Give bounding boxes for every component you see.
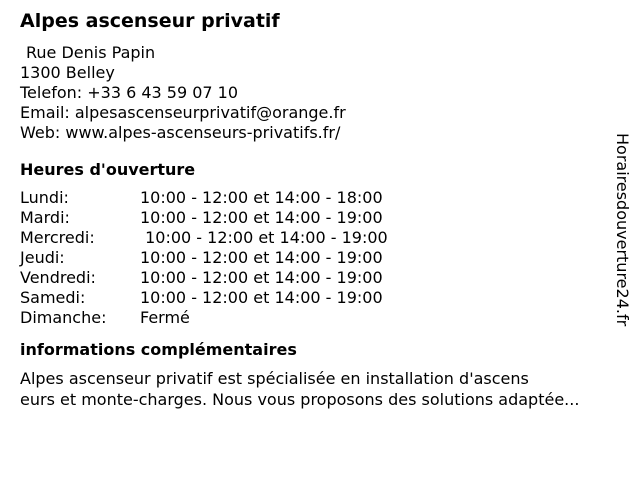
hours-time: Fermé	[140, 308, 190, 327]
info-line-2: eurs et monte-charges. Nous vous proposons des solutions adaptée...	[20, 390, 580, 409]
phone-line: Telefon: +33 6 43 59 07 10	[20, 83, 239, 102]
business-name: Alpes ascenseur privatif	[20, 10, 280, 32]
hours-heading: Heures d'ouverture	[20, 160, 196, 179]
hours-row	[20, 308, 388, 328]
hours-time: 10:00 - 12:00 et 14:00 - 19:00	[140, 248, 383, 267]
hours-time: 10:00 - 12:00 et 14:00 - 18:00	[140, 188, 383, 207]
hours-day: Mercredi:	[20, 228, 95, 247]
hours-day: Lundi:	[20, 188, 69, 207]
hours-day: Samedi:	[20, 288, 86, 307]
info-heading: informations complémentaires	[20, 340, 297, 359]
hours-row	[20, 228, 388, 248]
hours-row	[20, 188, 388, 208]
street-address: Rue Denis Papin	[26, 43, 156, 62]
hours-row	[20, 248, 388, 268]
hours-day: Mardi:	[20, 208, 70, 227]
email-line: Email: alpesascenseurprivatif@orange.fr	[20, 103, 346, 122]
hours-time: 10:00 - 12:00 et 14:00 - 19:00	[140, 228, 388, 247]
hours-time: 10:00 - 12:00 et 14:00 - 19:00	[140, 208, 383, 227]
hours-day: Vendredi:	[20, 268, 96, 287]
brand-watermark: Horairesdouverture24.fr	[613, 133, 632, 327]
hours-row	[20, 208, 388, 228]
opening-hours-table	[20, 188, 388, 328]
info-description	[20, 368, 640, 410]
info-line-1: Alpes ascenseur privatif est spécialisée en installation d'ascens	[20, 369, 529, 388]
web-line: Web: www.alpes-ascenseurs-privatifs.fr/	[20, 123, 341, 142]
hours-row	[20, 288, 388, 308]
hours-day: Jeudi:	[20, 248, 65, 267]
business-card	[20, 8, 620, 410]
hours-row	[20, 268, 388, 288]
hours-time: 10:00 - 12:00 et 14:00 - 19:00	[140, 268, 383, 287]
address-block	[20, 43, 620, 143]
hours-time: 10:00 - 12:00 et 14:00 - 19:00	[140, 288, 383, 307]
city-address: 1300 Belley	[20, 63, 115, 82]
hours-day: Dimanche:	[20, 308, 107, 327]
